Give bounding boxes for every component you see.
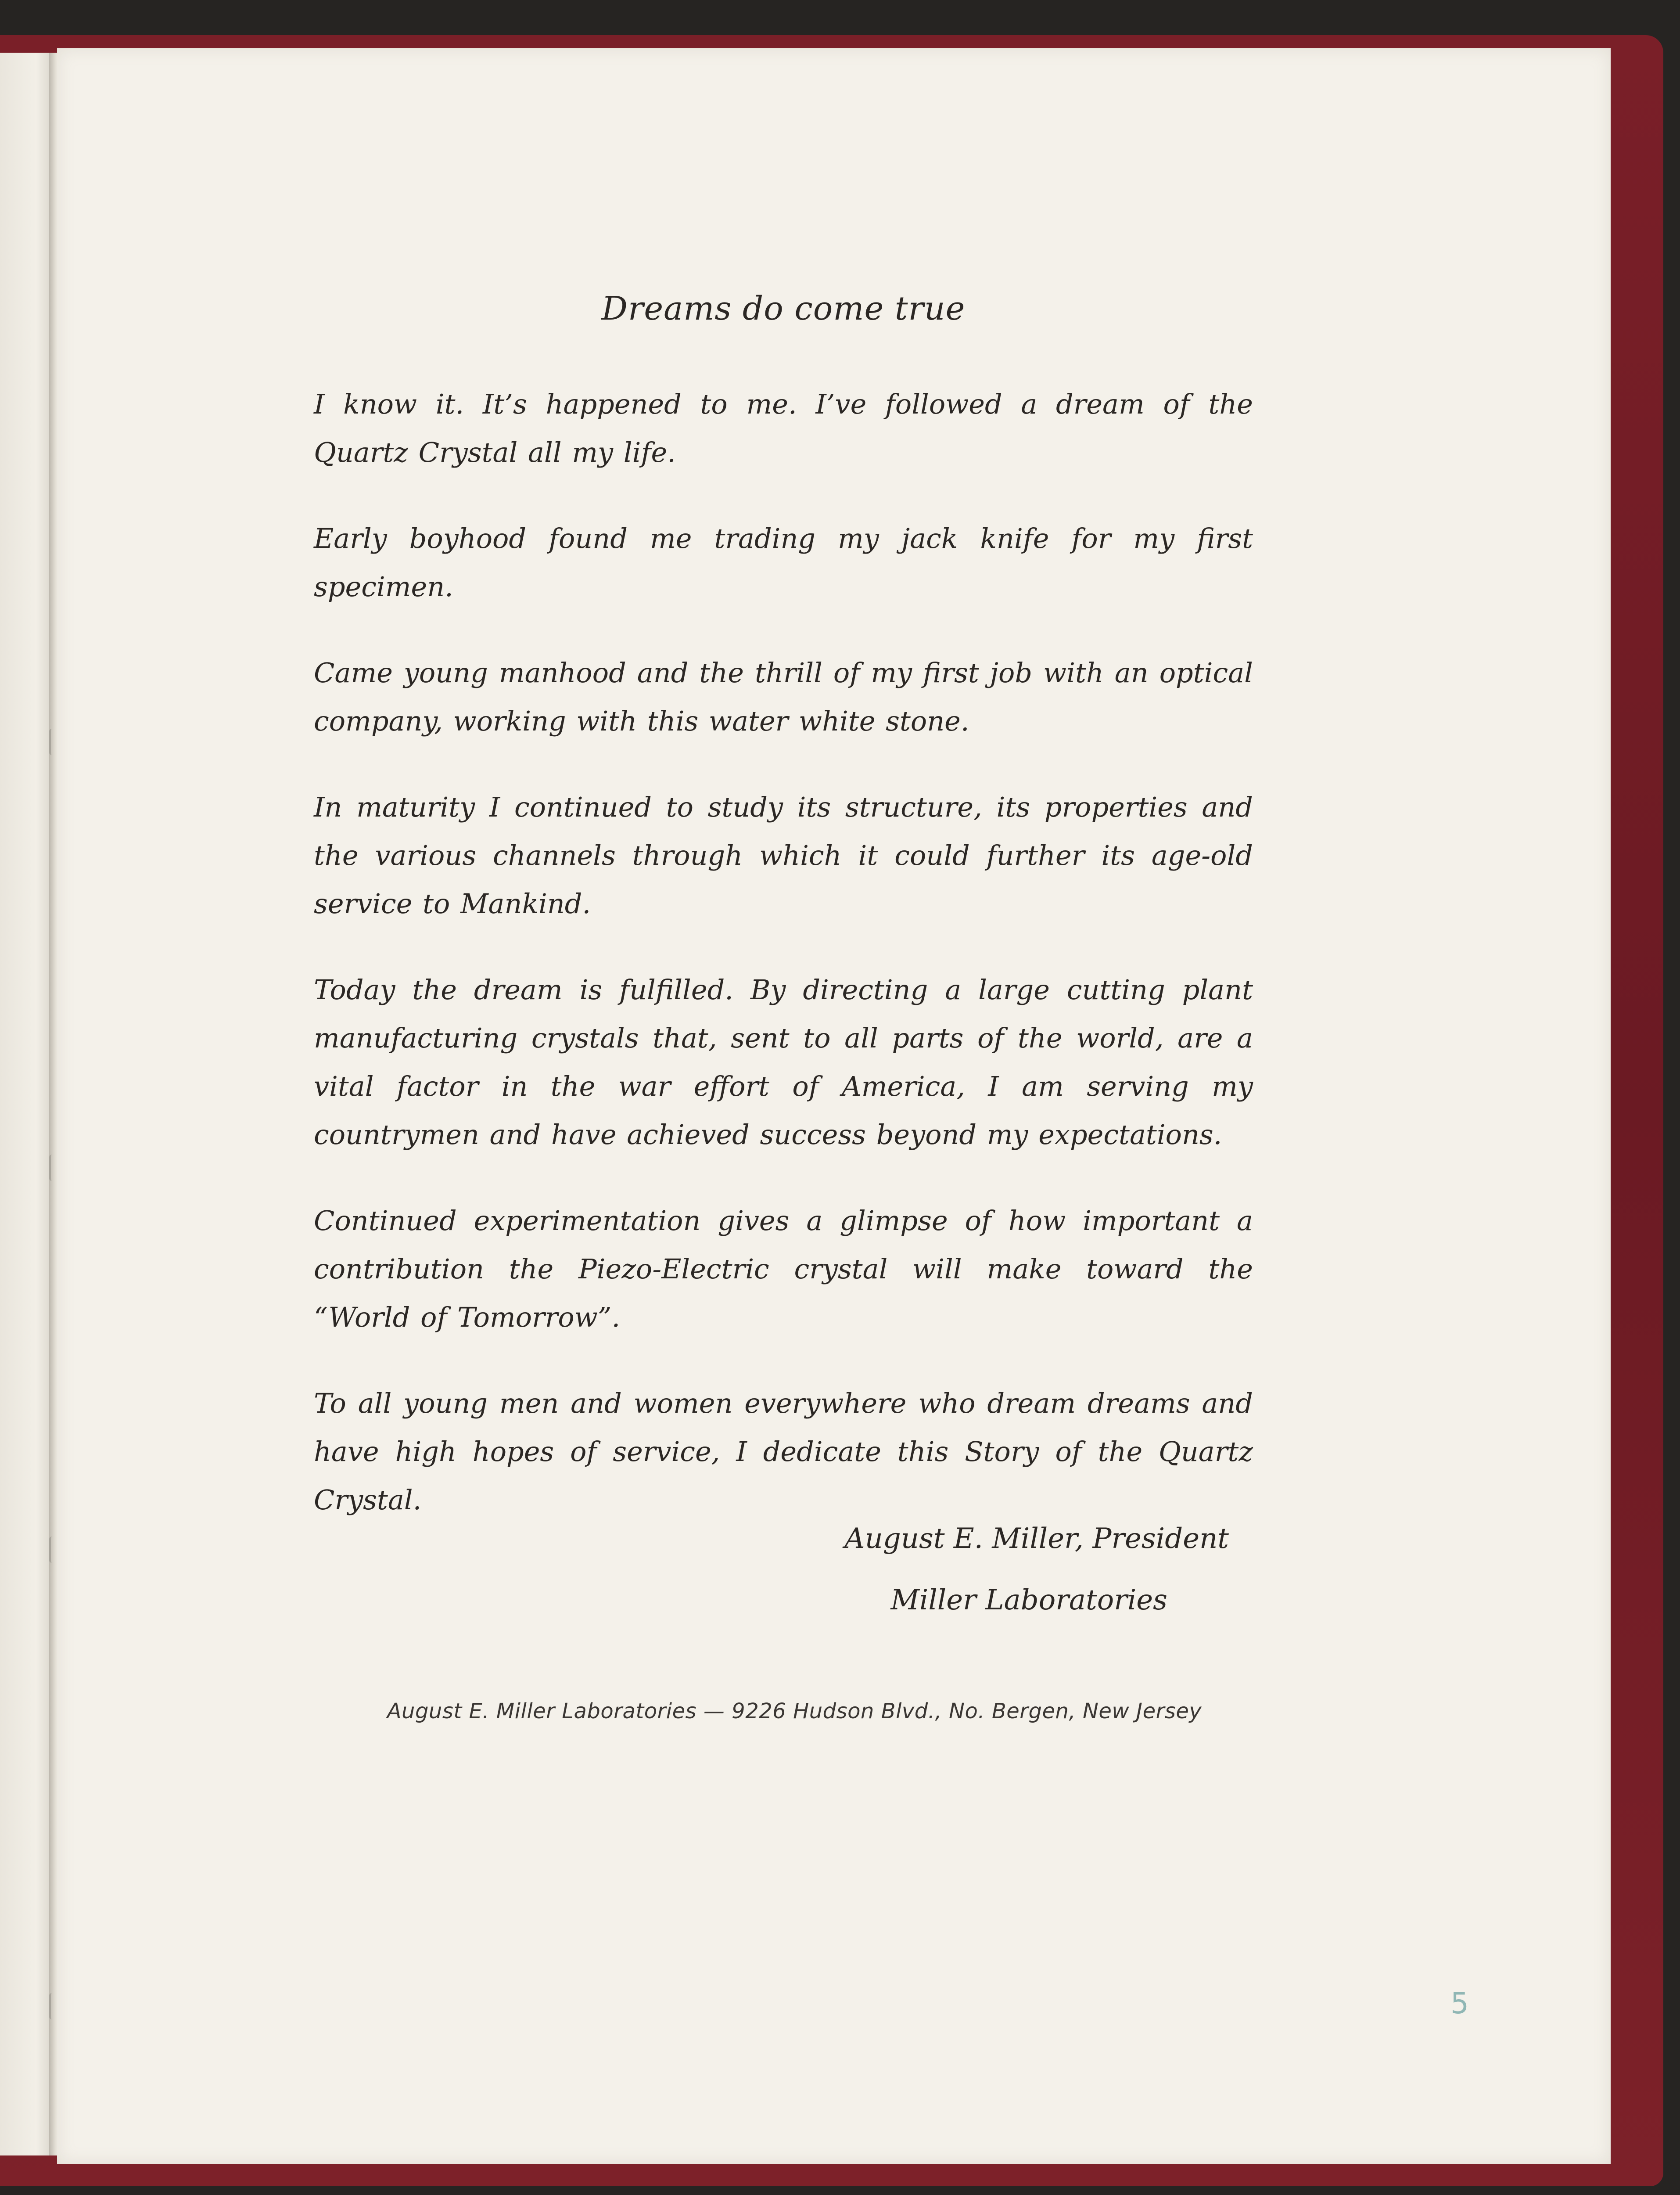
paragraph: I know it. It’s happened to me. I’ve followed a dream of the Quartz Crystal all my life.: [314, 388, 1253, 468]
signature-name-title: August E. Miller, President: [844, 1522, 1229, 1555]
page-title: Dreams do come true: [601, 290, 966, 327]
paragraph: Continued experimentation gives a glimpse of how important a contribution the Piezo-Electric crystal will make toward the “World of Tomorrow”.: [314, 1205, 1253, 1333]
left-page-edge: [0, 53, 52, 2155]
signature-block: [702, 1508, 1229, 1631]
signature-organization: Miller Laboratories: [890, 1584, 1167, 1616]
paragraph: Today the dream is fulfilled. By directing a large cutting plant manufacturing crystals that, sent to all parts of the world, are a vital factor in the war effort of America, I am serving my countrymen and have achieved success beyond my expectations.: [314, 974, 1253, 1151]
paragraph: In maturity I continued to study its structure, its properties and the various channels through which it could further its age-old service to Mankind.: [314, 791, 1253, 920]
binding-stitch: [49, 1993, 58, 2019]
footer-address: August E. Miller Laboratories — 9226 Hudson Blvd., No. Bergen, New Jersey: [387, 1699, 1202, 1724]
paragraph: Early boyhood found me trading my jack knife for my first specimen.: [314, 522, 1253, 603]
page-number: 5: [1450, 1986, 1469, 2020]
binding-stitch: [49, 1155, 58, 1181]
paragraph: Came young manhood and the thrill of my first job with an optical company, working with this water white stone.: [314, 657, 1253, 737]
paragraph: To all young men and women everywhere who dream dreams and have high hopes of service, I dedicate this Story of the Quartz Crystal.: [314, 1387, 1253, 1516]
letter-body: [314, 290, 1253, 1562]
binding-stitch: [49, 1536, 58, 1563]
binding-stitch: [49, 729, 58, 755]
